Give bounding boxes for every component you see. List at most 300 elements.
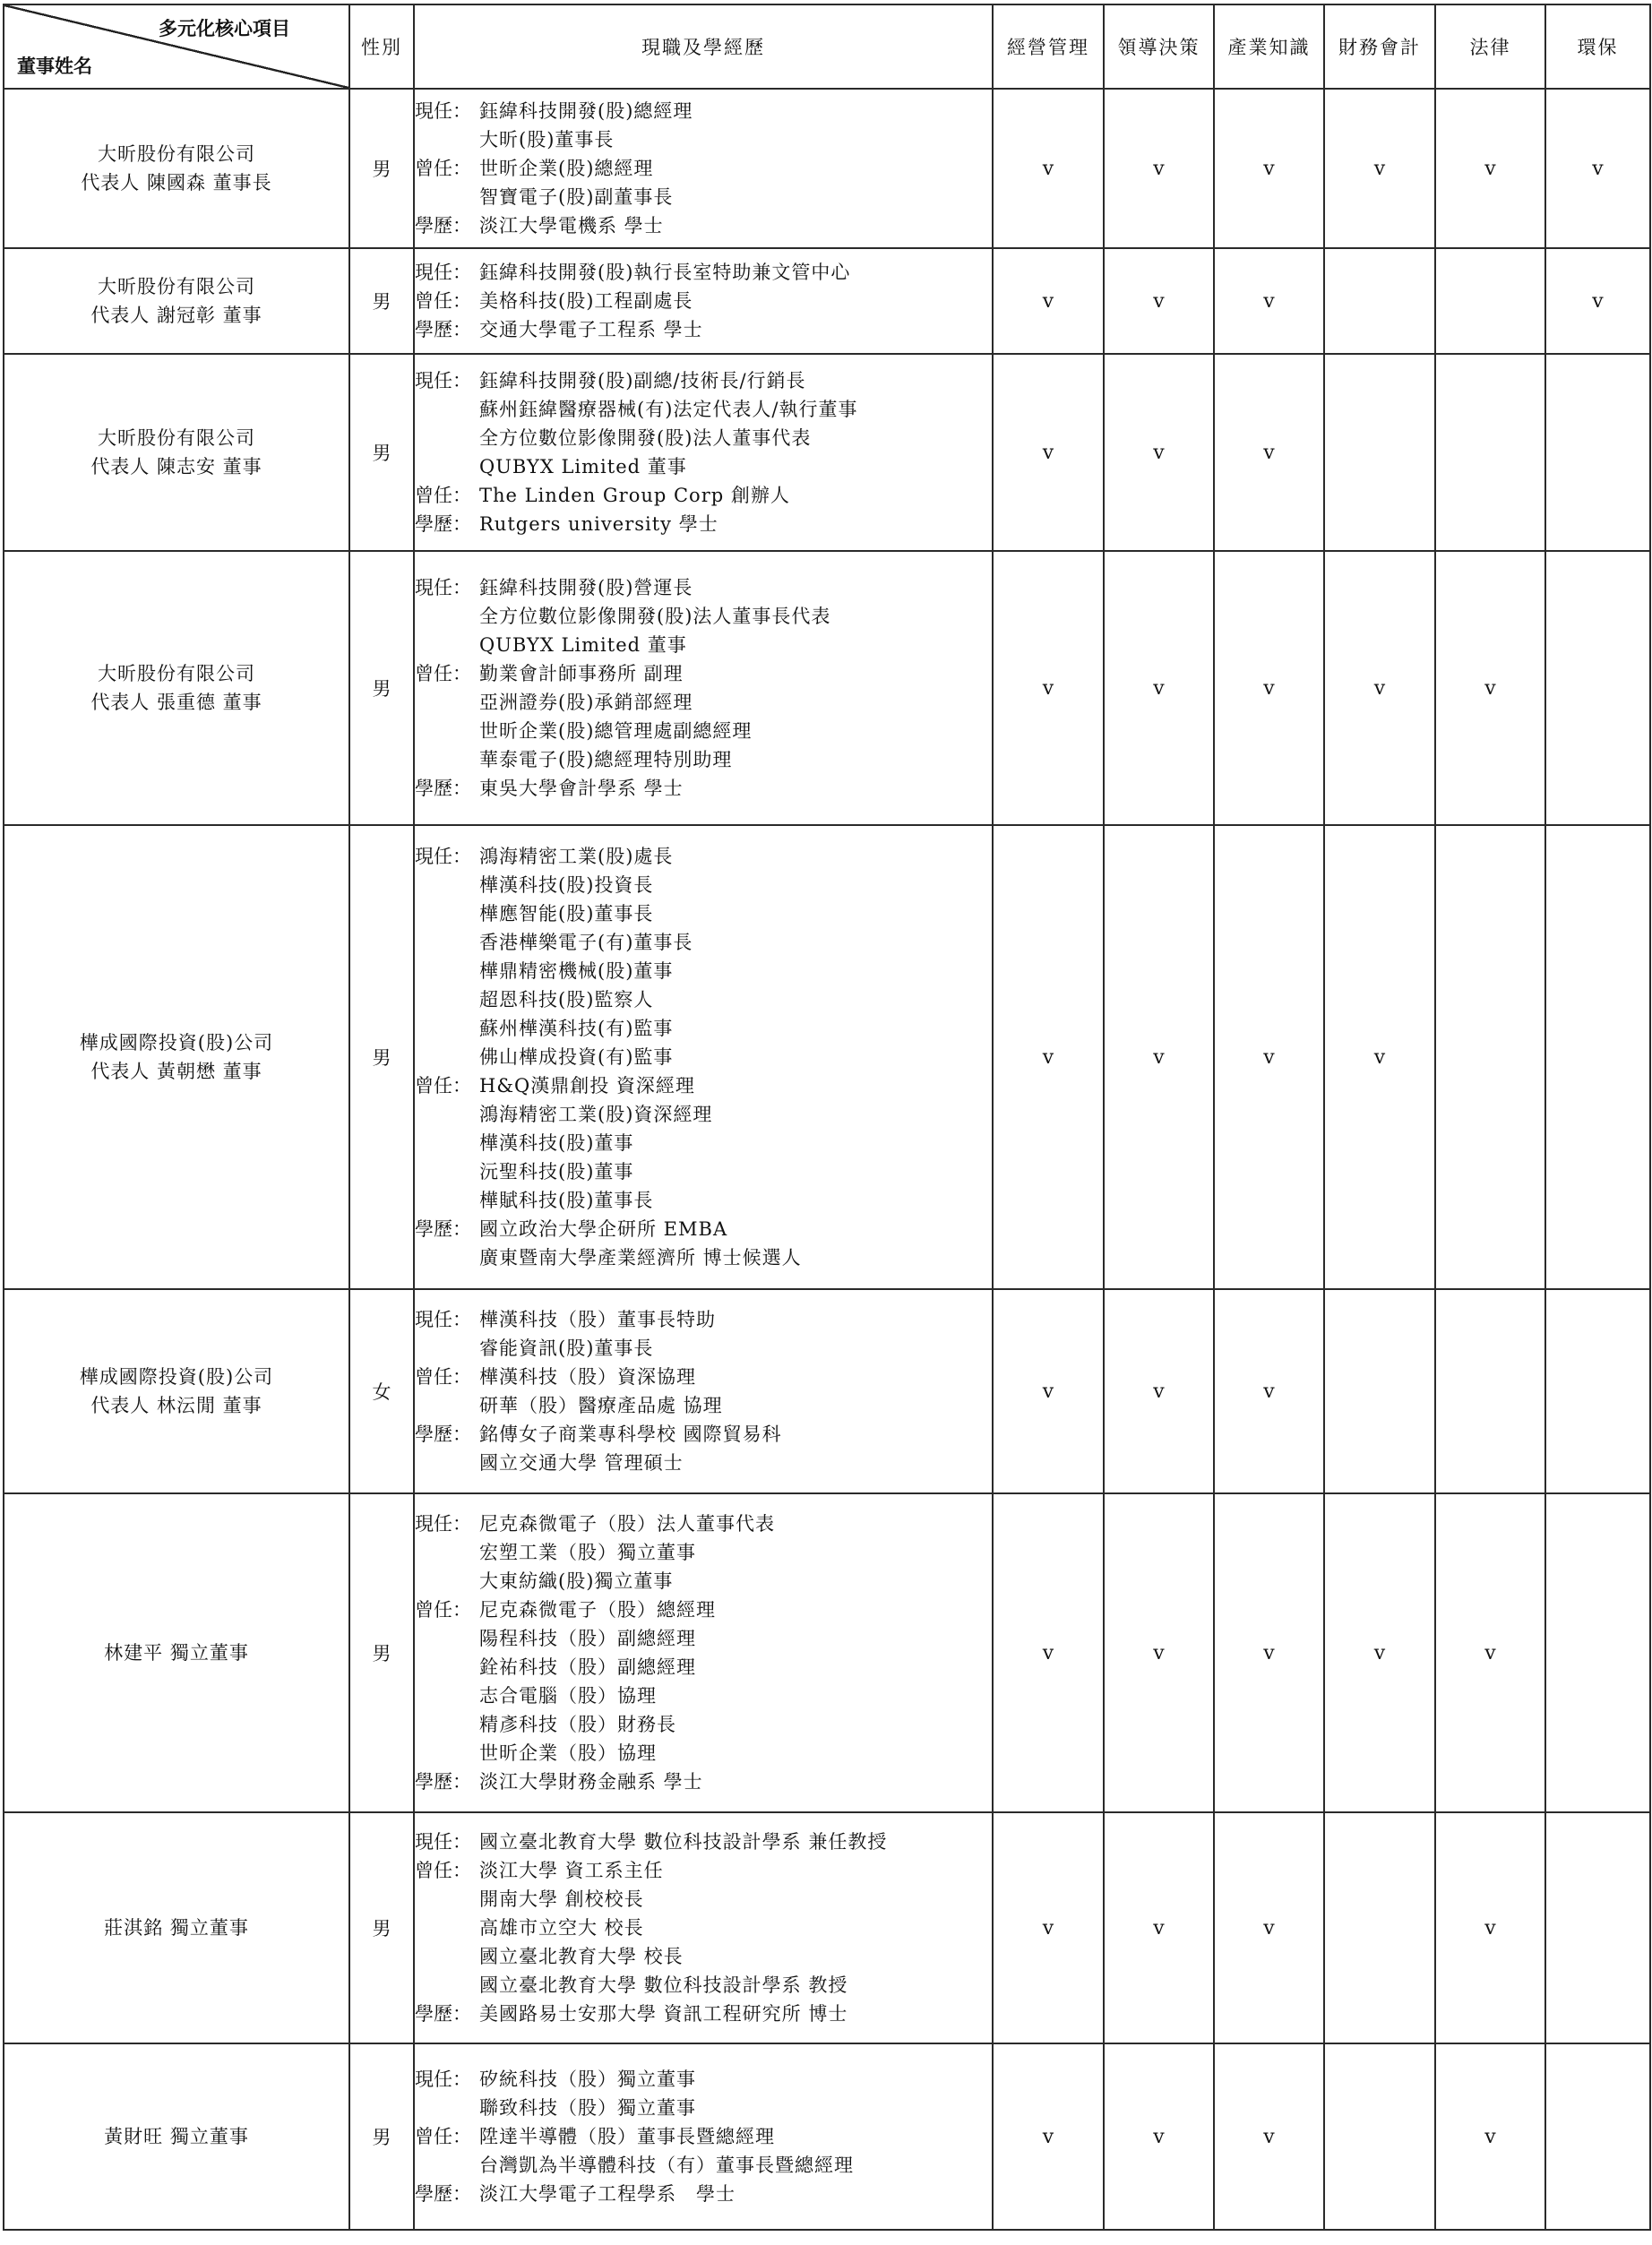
- resume-line-label: [415, 1538, 479, 1567]
- resume-line-label: [415, 1129, 479, 1157]
- resume-line-text: The Linden Group Corp 創辦人: [479, 485, 790, 506]
- resume-line: [415, 1682, 992, 1710]
- resume-line-label: 曾任：: [415, 1366, 471, 1388]
- resume-line: [415, 573, 992, 602]
- resume-line-label: [415, 1157, 479, 1186]
- competency-mark-finance: v: [1324, 825, 1435, 1289]
- gender-cell: 男: [349, 2043, 414, 2230]
- resume-line-label: [415, 899, 479, 928]
- resume-line: [415, 957, 992, 985]
- director-name-cell: [4, 1289, 349, 1493]
- director-name-line: 代表人 陳國森 董事長: [81, 172, 272, 194]
- director-name-cell: [4, 89, 349, 248]
- resume-line: [415, 1100, 992, 1129]
- resume-line: [415, 1856, 992, 1885]
- competency-mark-environment: [1545, 1493, 1650, 1812]
- table-row: [4, 2043, 1650, 2230]
- resume-line: [415, 1157, 992, 1186]
- director-name-line: 代表人 陳志安 董事: [90, 456, 262, 477]
- resume-line-text: 沅聖科技(股)董事: [479, 1161, 634, 1183]
- resume-line: [415, 1334, 992, 1363]
- resume-line-label: [415, 395, 479, 424]
- gender-cell: 男: [349, 551, 414, 825]
- resume-line-text: QUBYX Limited 董事: [479, 634, 687, 656]
- competency-mark-leadership: v: [1104, 248, 1214, 354]
- resume-cell: [414, 2043, 993, 2230]
- resume-line-text: 大東紡織(股)獨立董事: [479, 1570, 674, 1592]
- resume-line-text: 樺漢科技(股)投資長: [479, 874, 654, 896]
- resume-line-text: H&Q漢鼎創投 資深經理: [479, 1075, 695, 1097]
- competency-mark-management: v: [993, 1493, 1104, 1812]
- resume-line-label: 曾任：: [415, 1860, 471, 1881]
- resume-line-label: [415, 1971, 479, 2000]
- diagonal-bottom-label: 董事姓名: [17, 56, 92, 77]
- director-name-line: 大昕股份有限公司: [98, 663, 255, 684]
- resume-line-label: [415, 928, 479, 957]
- resume-line: [415, 985, 992, 1014]
- resume-line-text: 淡江大學財務金融系 學士: [479, 1771, 703, 1793]
- resume-line: [415, 1363, 992, 1391]
- resume-line: [415, 1391, 992, 1420]
- resume-line: [415, 183, 992, 211]
- competency-mark-management: v: [993, 551, 1104, 825]
- resume-line: [415, 842, 992, 871]
- competency-header-management: 經營管理: [993, 4, 1104, 89]
- resume-line-text: 高雄市立空大 校長: [479, 1917, 644, 1939]
- resume-line: [415, 774, 992, 803]
- resume-line-text: 台灣凱為半導體科技（有）董事長暨總經理: [479, 2155, 854, 2176]
- resume-line-text: 樺鼎精密機械(股)董事: [479, 960, 674, 982]
- resume-line-label: 曾任：: [415, 2126, 471, 2147]
- resume-line-label: 學歷：: [415, 215, 471, 237]
- resume-line: [415, 1510, 992, 1538]
- header-row: [4, 4, 1650, 89]
- resume-line-text: 美格科技(股)工程副處長: [479, 290, 693, 312]
- competency-mark-industry: v: [1214, 354, 1324, 551]
- resume-line: [415, 602, 992, 631]
- competency-mark-leadership: v: [1104, 825, 1214, 1289]
- resume-cell: [414, 354, 993, 551]
- resume-line-text: 樺漢科技(股)董事: [479, 1132, 634, 1154]
- resume-line-label: [415, 1043, 479, 1071]
- resume-line-label: [415, 1914, 479, 1942]
- resume-line: [415, 928, 992, 957]
- resume-line: [415, 1739, 992, 1768]
- resume-line-label: [415, 2094, 479, 2122]
- resume-line-text: Rutgers university 學士: [479, 513, 718, 535]
- competency-header-finance: 財務會計: [1324, 4, 1435, 89]
- resume-line-text: 國立交通大學 管理碩士: [479, 1452, 684, 1474]
- resume-line-label: 曾任：: [415, 158, 471, 179]
- resume-line-label: [415, 1014, 479, 1043]
- competency-mark-law: v: [1435, 89, 1545, 248]
- director-name-line: 黃財旺 獨立董事: [104, 2126, 249, 2147]
- resume-line: [415, 688, 992, 717]
- resume-line: [415, 1653, 992, 1682]
- resume-line-label: [415, 985, 479, 1014]
- resume-line: [415, 258, 992, 287]
- competency-mark-environment: [1545, 2043, 1650, 2230]
- director-name-line: 林建平 獨立董事: [104, 1642, 249, 1664]
- resume-line-label: 曾任：: [415, 1075, 471, 1097]
- competency-mark-finance: v: [1324, 89, 1435, 248]
- resume-line: [415, 2151, 992, 2180]
- resume-line: [415, 745, 992, 774]
- resume-line-label: 曾任：: [415, 290, 471, 312]
- resume-line-text: 亞洲證券(股)承銷部經理: [479, 692, 693, 713]
- resume-line-label: [415, 424, 479, 452]
- resume-line: [415, 1215, 992, 1243]
- competency-mark-law: v: [1435, 1812, 1545, 2043]
- resume-line: [415, 899, 992, 928]
- director-name-cell: [4, 1493, 349, 1812]
- resume-line-label: 現任：: [415, 846, 471, 867]
- resume-line: [415, 871, 992, 899]
- resume-line: [415, 1567, 992, 1596]
- resume-line-label: [415, 1653, 479, 1682]
- competency-mark-leadership: v: [1104, 551, 1214, 825]
- director-name-cell: [4, 354, 349, 551]
- resume-line-text: 鈺緯科技開發(股)營運長: [479, 577, 693, 598]
- resume-line-label: [415, 1243, 479, 1272]
- competency-mark-management: v: [993, 2043, 1104, 2230]
- director-name-cell: [4, 551, 349, 825]
- resume-line-label: [415, 1567, 479, 1596]
- resume-line-text: 鈺緯科技開發(股)副總/技術長/行銷長: [479, 370, 806, 391]
- resume-line: [415, 481, 992, 510]
- competency-mark-law: v: [1435, 551, 1545, 825]
- resume-line: [415, 2065, 992, 2094]
- resume-line: [415, 1768, 992, 1796]
- resume-line-label: [415, 125, 479, 154]
- director-name-cell: [4, 825, 349, 1289]
- director-name-cell: [4, 248, 349, 354]
- director-name-line: 大昕股份有限公司: [98, 427, 255, 449]
- resume-line-text: 尼克森微電子（股）總經理: [479, 1599, 716, 1621]
- resume-line-text: 陞達半導體（股）董事長暨總經理: [479, 2126, 775, 2147]
- resume-line: [415, 1624, 992, 1653]
- competency-header-leadership: 領導決策: [1104, 4, 1214, 89]
- resume-line-label: [415, 1391, 479, 1420]
- resume-line-label: 現任：: [415, 1831, 471, 1853]
- resume-line-text: 交通大學電子工程系 學士: [479, 319, 703, 340]
- resume-line-text: 睿能資訊(股)董事長: [479, 1338, 654, 1359]
- competency-mark-leadership: v: [1104, 1493, 1214, 1812]
- resume-line-text: 全方位數位影像開發(股)法人董事代表: [479, 427, 812, 449]
- director-name-line: 代表人 謝冠彰 董事: [90, 305, 262, 326]
- resume-line: [415, 287, 992, 315]
- competency-mark-finance: [1324, 2043, 1435, 2230]
- resume-line-text: 東吳大學會計學系 學士: [479, 778, 684, 799]
- resume-line-text: 國立臺北教育大學 數位科技設計學系 教授: [479, 1974, 848, 1996]
- resume-line-text: 美國路易士安那大學 資訊工程研究所 博士: [479, 2003, 848, 2025]
- competency-mark-leadership: v: [1104, 1812, 1214, 2043]
- diagonal-header-cell: [4, 4, 349, 89]
- resume-line-label: [415, 1885, 479, 1914]
- resume-line-label: [415, 2151, 479, 2180]
- resume-cell: [414, 551, 993, 825]
- competency-header-law: 法律: [1435, 4, 1545, 89]
- resume-line: [415, 659, 992, 688]
- board-diversity-sheet: [3, 4, 1651, 2231]
- competency-mark-management: v: [993, 354, 1104, 551]
- competency-mark-environment: [1545, 1812, 1650, 2043]
- resume-line-text: 國立政治大學企研所 EMBA: [479, 1218, 728, 1240]
- resume-line: [415, 1129, 992, 1157]
- competency-mark-environment: [1545, 1289, 1650, 1493]
- resume-line-text: 銘傳女子商業專科學校 國際貿易科: [479, 1424, 782, 1445]
- competency-mark-environment: v: [1545, 248, 1650, 354]
- director-name-line: 代表人 張重德 董事: [90, 692, 262, 713]
- resume-line-label: 學歷：: [415, 1424, 471, 1445]
- resume-line-text: QUBYX Limited 董事: [479, 456, 687, 477]
- resume-line-label: [415, 745, 479, 774]
- competency-mark-industry: v: [1214, 1812, 1324, 2043]
- resume-line-text: 國立臺北教育大學 數位科技設計學系 兼任教授: [479, 1831, 888, 1853]
- resume-line-label: [415, 1100, 479, 1129]
- resume-line-label: [415, 1710, 479, 1739]
- resume-line: [415, 211, 992, 240]
- competency-mark-industry: v: [1214, 89, 1324, 248]
- competency-header-environment: 環保: [1545, 4, 1650, 89]
- resume-line-label: 學歷：: [415, 1218, 471, 1240]
- resume-line-text: 世昕企業（股）協理: [479, 1742, 657, 1764]
- resume-line-text: 聯致科技（股）獨立董事: [479, 2097, 696, 2119]
- resume-line-label: [415, 602, 479, 631]
- competency-mark-management: v: [993, 89, 1104, 248]
- resume-line-label: 現任：: [415, 262, 471, 283]
- resume-header: 現職及學經歷: [414, 4, 993, 89]
- director-name-line: 大昕股份有限公司: [98, 276, 255, 297]
- resume-cell: [414, 825, 993, 1289]
- competency-mark-leadership: v: [1104, 354, 1214, 551]
- competency-mark-industry: v: [1214, 551, 1324, 825]
- competency-mark-management: v: [993, 248, 1104, 354]
- resume-line-label: 學歷：: [415, 1771, 471, 1793]
- competency-mark-leadership: v: [1104, 1289, 1214, 1493]
- resume-line-text: 研華（股）醫療產品處 協理: [479, 1395, 723, 1416]
- resume-line-label: 曾任：: [415, 1599, 471, 1621]
- competency-mark-law: [1435, 825, 1545, 1289]
- resume-line-label: [415, 1682, 479, 1710]
- resume-line-label: [415, 1942, 479, 1971]
- resume-line: [415, 97, 992, 125]
- resume-line-label: [415, 1186, 479, 1215]
- resume-line: [415, 1710, 992, 1739]
- gender-header: 性別: [349, 4, 414, 89]
- resume-line: [415, 452, 992, 481]
- resume-line-text: 淡江大學電機系 學士: [479, 215, 664, 237]
- competency-mark-law: v: [1435, 2043, 1545, 2230]
- resume-line-label: 學歷：: [415, 319, 471, 340]
- resume-line-label: [415, 631, 479, 659]
- gender-cell: 女: [349, 1289, 414, 1493]
- competency-mark-law: [1435, 1289, 1545, 1493]
- resume-line-text: 陽程科技（股）副總經理: [479, 1628, 696, 1649]
- resume-cell: [414, 1493, 993, 1812]
- gender-cell: 男: [349, 825, 414, 1289]
- gender-cell: 男: [349, 248, 414, 354]
- resume-cell: [414, 1812, 993, 2043]
- resume-line-label: [415, 1739, 479, 1768]
- resume-line: [415, 1243, 992, 1272]
- resume-line: [415, 1828, 992, 1856]
- competency-mark-management: v: [993, 825, 1104, 1289]
- resume-line: [415, 424, 992, 452]
- resume-line-text: 佛山樺成投資(有)監事: [479, 1046, 674, 1068]
- resume-line-text: 廣東暨南大學產業經濟所 博士候選人: [479, 1247, 802, 1269]
- resume-line-text: 勤業會計師事務所 副理: [479, 663, 684, 684]
- resume-line: [415, 1942, 992, 1971]
- resume-line-label: 現任：: [415, 577, 471, 598]
- resume-line-label: [415, 1334, 479, 1363]
- resume-line-text: 國立臺北教育大學 校長: [479, 1946, 684, 1967]
- resume-line-label: [415, 183, 479, 211]
- table-row: [4, 1289, 1650, 1493]
- competency-mark-finance: v: [1324, 551, 1435, 825]
- competency-mark-finance: [1324, 1812, 1435, 2043]
- competency-mark-finance: [1324, 354, 1435, 551]
- competency-mark-environment: v: [1545, 89, 1650, 248]
- resume-line-label: [415, 452, 479, 481]
- resume-line: [415, 1071, 992, 1100]
- resume-line: [415, 1014, 992, 1043]
- gender-cell: 男: [349, 354, 414, 551]
- resume-line-label: 現任：: [415, 1309, 471, 1330]
- resume-line: [415, 154, 992, 183]
- director-name-cell: [4, 1812, 349, 2043]
- resume-line: [415, 2122, 992, 2151]
- resume-line-label: 現任：: [415, 100, 471, 122]
- resume-line: [415, 125, 992, 154]
- table-row: [4, 1812, 1650, 2043]
- competency-mark-industry: v: [1214, 2043, 1324, 2230]
- resume-line: [415, 315, 992, 344]
- resume-line-text: 尼克森微電子（股）法人董事代表: [479, 1513, 775, 1535]
- diagonal-top-label: 多元化核心項目: [159, 19, 290, 39]
- resume-line-text: 鈺緯科技開發(股)總經理: [479, 100, 693, 122]
- table-row: [4, 354, 1650, 551]
- resume-line-text: 淡江大學 資工系主任: [479, 1860, 664, 1881]
- gender-cell: 男: [349, 89, 414, 248]
- competency-mark-industry: v: [1214, 248, 1324, 354]
- resume-line-label: [415, 957, 479, 985]
- resume-cell: [414, 1289, 993, 1493]
- director-name-cell: [4, 2043, 349, 2230]
- resume-line-text: 華泰電子(股)總經理特別助理: [479, 749, 733, 770]
- resume-line-text: 蘇州鈺緯醫療器械(有)法定代表人/執行董事: [479, 399, 858, 420]
- competency-mark-industry: v: [1214, 825, 1324, 1289]
- director-name-line: 大昕股份有限公司: [98, 143, 255, 165]
- competency-header-industry: 產業知識: [1214, 4, 1324, 89]
- resume-line-label: 現任：: [415, 2069, 471, 2090]
- table-header: [4, 4, 1650, 89]
- competency-mark-finance: [1324, 1289, 1435, 1493]
- resume-line-text: 世昕企業(股)總經理: [479, 158, 654, 179]
- resume-line-text: 鈺緯科技開發(股)執行長室特助兼文管中心: [479, 262, 851, 283]
- resume-line: [415, 717, 992, 745]
- resume-line-text: 世昕企業(股)總管理處副總經理: [479, 720, 753, 742]
- competency-mark-environment: [1545, 825, 1650, 1289]
- resume-line: [415, 510, 992, 538]
- resume-line-label: [415, 717, 479, 745]
- resume-line-label: [415, 1449, 479, 1477]
- resume-line-text: 宏塑工業（股）獨立董事: [479, 1542, 696, 1563]
- competency-mark-finance: [1324, 248, 1435, 354]
- resume-line: [415, 1449, 992, 1477]
- director-name-line: 樺成國際投資(股)公司: [79, 1366, 274, 1388]
- resume-line: [415, 1538, 992, 1567]
- competency-mark-environment: [1545, 551, 1650, 825]
- resume-line-text: 智寶電子(股)副董事長: [479, 186, 674, 208]
- resume-line-label: 曾任：: [415, 663, 471, 684]
- resume-line-text: 樺漢科技（股）董事長特助: [479, 1309, 716, 1330]
- resume-cell: [414, 89, 993, 248]
- competency-mark-finance: v: [1324, 1493, 1435, 1812]
- resume-line: [415, 366, 992, 395]
- resume-line-label: [415, 688, 479, 717]
- resume-line-label: 現任：: [415, 1513, 471, 1535]
- resume-line-text: 蘇州樺漢科技(有)監事: [479, 1018, 674, 1039]
- resume-line-text: 大昕(股)董事長: [479, 129, 615, 151]
- table-row: [4, 1493, 1650, 1812]
- competency-mark-management: v: [993, 1289, 1104, 1493]
- table-row: [4, 551, 1650, 825]
- gender-cell: 男: [349, 1812, 414, 2043]
- resume-line: [415, 1885, 992, 1914]
- resume-line-text: 鴻海精密工業(股)處長: [479, 846, 674, 867]
- resume-line-text: 淡江大學電子工程學系 學士: [479, 2183, 736, 2205]
- resume-line: [415, 631, 992, 659]
- resume-line: [415, 1971, 992, 2000]
- competency-mark-law: [1435, 354, 1545, 551]
- resume-line-text: 香港樺樂電子(有)董事長: [479, 932, 693, 953]
- resume-line: [415, 2000, 992, 2028]
- competency-mark-environment: [1545, 354, 1650, 551]
- resume-line-label: 學歷：: [415, 2183, 471, 2205]
- resume-line-label: 曾任：: [415, 485, 471, 506]
- resume-line-text: 超恩科技(股)監察人: [479, 989, 654, 1011]
- resume-line-label: [415, 1624, 479, 1653]
- competency-mark-industry: v: [1214, 1493, 1324, 1812]
- competency-mark-leadership: v: [1104, 89, 1214, 248]
- competency-mark-management: v: [993, 1812, 1104, 2043]
- resume-line-label: 學歷：: [415, 513, 471, 535]
- resume-line: [415, 1914, 992, 1942]
- competency-mark-law: [1435, 248, 1545, 354]
- resume-line-text: 樺賦科技(股)董事長: [479, 1190, 654, 1211]
- resume-line-label: 學歷：: [415, 2003, 471, 2025]
- resume-line-label: 現任：: [415, 370, 471, 391]
- resume-line-label: 學歷：: [415, 778, 471, 799]
- table-row: [4, 825, 1650, 1289]
- resume-line: [415, 1420, 992, 1449]
- resume-line: [415, 2180, 992, 2208]
- resume-line-text: 樺應智能(股)董事長: [479, 903, 654, 925]
- table-body: [4, 89, 1650, 2230]
- resume-line: [415, 2094, 992, 2122]
- resume-line: [415, 1043, 992, 1071]
- gender-cell: 男: [349, 1493, 414, 1812]
- director-name-line: 代表人 黃朝懋 董事: [90, 1061, 262, 1082]
- resume-line: [415, 1186, 992, 1215]
- competency-mark-industry: v: [1214, 1289, 1324, 1493]
- resume-line-text: 全方位數位影像開發(股)法人董事長代表: [479, 606, 831, 627]
- table-row: [4, 248, 1650, 354]
- resume-line-text: 矽統科技（股）獨立董事: [479, 2069, 696, 2090]
- resume-line: [415, 1596, 992, 1624]
- resume-line-text: 開南大學 創校校長: [479, 1888, 644, 1910]
